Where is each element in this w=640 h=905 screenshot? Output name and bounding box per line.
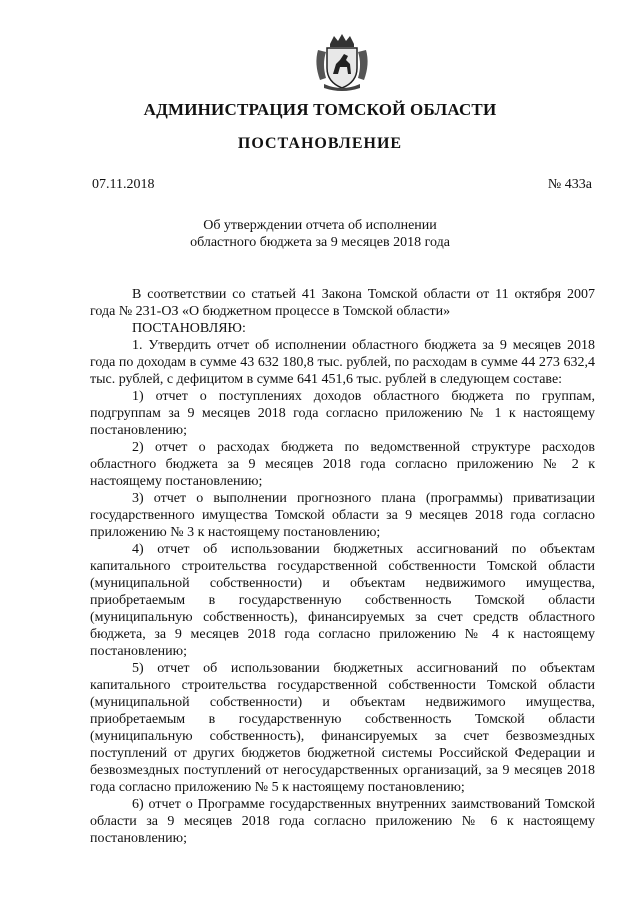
subitem-3-paragraph: 3) отчет о выполнении прогнозного плана (программы) приватизации государственного имущества Томской области за 9 месяцев 2018 года согласно приложению № 3 к настоящему постановлению;: [90, 491, 595, 540]
document-subject: [0, 217, 640, 251]
intro-paragraph: В соответствии со статьей 41 Закона Томской области от 11 октября 2007 года № 231-ОЗ «О бюджетном процессе в Томской области»: [90, 287, 595, 319]
subitem-1-paragraph: 1) отчет о поступлениях доходов областного бюджета по группам, подгруппам за 9 месяцев 2018 года согласно приложению № 1 к настоящему постановлению;: [90, 389, 595, 438]
subitem-4-paragraph: 4) отчет об использовании бюджетных ассигнований по объектам капитального строительства государственной собственности Томской области (муниципальной собственности) и объектам недвижимого имущества, приобретаемым в государственную собственность Томской области (муниципальную собственность), финансируемых за счет средств областного бюджета, за 9 месяцев 2018 года согласно приложению № 4 к настоящему постановлению;: [90, 542, 595, 659]
subject-line-1: Об утверждении отчета об исполнении: [203, 218, 437, 233]
document-date: 07.11.2018: [92, 177, 155, 192]
subitem-6-paragraph: 6) отчет о Программе государственных внутренних заимствований Томской области за 9 месяцев 2018 года согласно приложению № 6 к настоящему постановлению;: [90, 797, 595, 846]
tomsk-coat-of-arms-icon: [310, 30, 374, 94]
document-type: ПОСТАНОВЛЕНИЕ: [237, 135, 403, 152]
document-body: [90, 286, 595, 847]
subitem-2-paragraph: 2) отчет о расходах бюджета по ведомственной структуре расходов областного бюджета за 9 месяцев 2018 года согласно приложению № 2 к настоящему постановлению;: [90, 440, 595, 489]
subitem-5-paragraph: 5) отчет об использовании бюджетных ассигнований по объектам капитального строительства государственной собственности Томской области (муниципальной собственности) и объектам недвижимого имущества, приобретаемым в государственную собственность Томской области (муниципальную собственность), финансируемых за счет безвозмездных поступлений от других бюджетов бюджетной системы Российской Федерации и безвозмездных поступлений от негосударственных организаций, за 9 месяцев 2018 года согласно приложению № 5 к настоящему постановлению;: [90, 661, 595, 795]
organization-title: АДМИНИСТРАЦИЯ ТОМСКОЙ ОБЛАСТИ: [143, 100, 497, 119]
decree-word: ПОСТАНОВЛЯЮ:: [132, 321, 246, 336]
item-1-paragraph: 1. Утвердить отчет об исполнении областного бюджета за 9 месяцев 2018 года по доходам в сумме 43 632 180,8 тыс. рублей, по расходам в сумме 44 273 632,4 тыс. рублей, с дефицитом в сумме 641 451,6 тыс. рублей в следующем составе:: [90, 338, 595, 387]
subject-line-2: областного бюджета за 9 месяцев 2018 года: [190, 235, 450, 250]
document-number: № 433а: [547, 177, 592, 192]
